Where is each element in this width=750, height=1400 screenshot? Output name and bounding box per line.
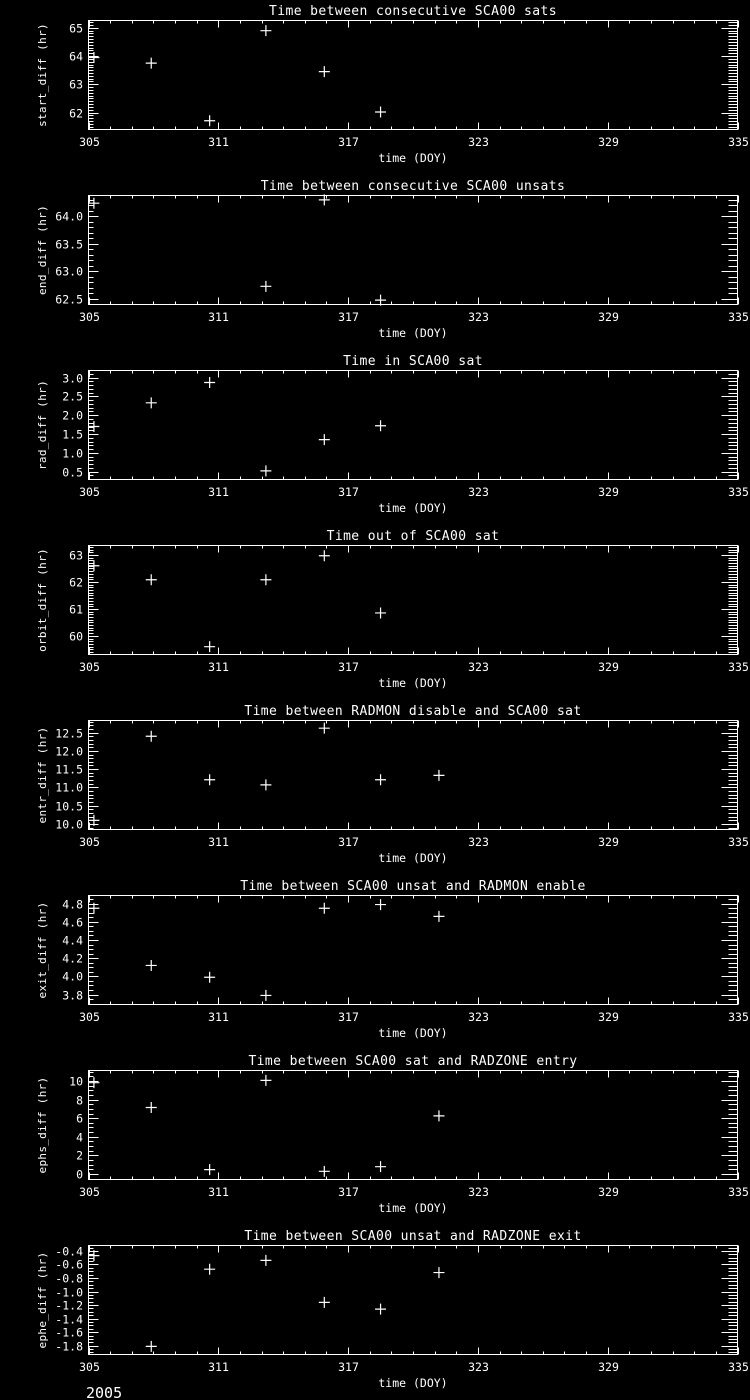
x-tick-label: 335 [728, 1185, 749, 1199]
data-point-marker [260, 990, 271, 1001]
data-point-marker [375, 607, 386, 618]
x-tick-label: 305 [79, 835, 100, 849]
data-point-marker [146, 397, 157, 408]
x-tick-label: 329 [598, 835, 619, 849]
x-tick-label: 323 [468, 310, 489, 324]
y-tick-label: 4.4 [62, 933, 83, 948]
y-tick-label: 63.0 [55, 264, 83, 279]
y-tick-label: -0.6 [55, 1257, 83, 1272]
x-tick-label: 305 [79, 1360, 100, 1374]
x-tick-label: 305 [79, 310, 100, 324]
y-tick-label: 12.5 [55, 726, 83, 741]
y-axis-label: orbit_diff (hr) [36, 548, 49, 652]
x-tick-label: 323 [468, 1360, 489, 1374]
x-tick-label: 305 [79, 660, 100, 674]
y-tick-label: 63.5 [55, 237, 83, 252]
y-tick-label: 10 [69, 1074, 83, 1089]
x-tick-label: 317 [338, 660, 359, 674]
data-point-marker [260, 25, 271, 36]
footer-year-label: 2005 [86, 1384, 123, 1400]
y-tick-label: -0.8 [55, 1271, 83, 1286]
plot-frame [89, 1071, 738, 1180]
x-axis-label: time (DOY) [378, 1026, 448, 1040]
plot-title: Time between consecutive SCA00 sats [269, 4, 557, 19]
y-tick-label: 4.2 [62, 951, 83, 966]
x-tick-label: 305 [79, 1010, 100, 1024]
x-tick-label: 317 [338, 835, 359, 849]
x-tick-label: 317 [338, 1360, 359, 1374]
x-tick-label: 311 [208, 310, 229, 324]
x-tick-label: 323 [468, 1010, 489, 1024]
x-axis-label: time (DOY) [378, 1201, 448, 1215]
plot-end-diff [36, 179, 749, 340]
plot-rad-diff [36, 354, 749, 515]
x-tick-label: 305 [79, 1185, 100, 1199]
data-point-marker [146, 574, 157, 585]
y-tick-label: 3.8 [62, 988, 83, 1003]
y-tick-label: 0.5 [62, 465, 83, 480]
data-point-marker [88, 198, 99, 209]
x-tick-label: 305 [79, 485, 100, 499]
y-tick-label: -0.4 [55, 1244, 83, 1259]
data-point-marker [146, 1102, 157, 1113]
x-tick-label: 335 [728, 835, 749, 849]
y-tick-label: 64.0 [55, 209, 83, 224]
y-tick-label: -1.2 [55, 1298, 83, 1313]
data-point-marker [433, 770, 444, 781]
x-tick-label: 335 [728, 310, 749, 324]
y-tick-label: 4.0 [62, 969, 83, 984]
x-axis-label: time (DOY) [378, 151, 448, 165]
plot-title: Time between SCA00 sat and RADZONE entry [248, 1054, 578, 1069]
y-tick-label: 2.0 [62, 408, 83, 423]
y-tick-label: -1.6 [55, 1325, 83, 1340]
x-tick-label: 311 [208, 1185, 229, 1199]
x-tick-label: 317 [338, 1185, 359, 1199]
plot-frame [89, 1246, 738, 1355]
x-tick-label: 323 [468, 485, 489, 499]
y-tick-label: 10.5 [55, 799, 83, 814]
x-tick-label: 311 [208, 1010, 229, 1024]
data-point-marker [88, 560, 99, 571]
y-tick-label: -1.4 [55, 1312, 83, 1327]
y-axis-label: entr_diff (hr) [36, 726, 49, 824]
data-point-marker [375, 106, 386, 117]
data-point-marker [204, 1264, 215, 1275]
plot-frame [89, 896, 738, 1005]
data-point-marker [375, 1304, 386, 1315]
data-point-marker [319, 194, 330, 205]
y-tick-label: 2 [76, 1148, 83, 1163]
x-tick-label: 335 [728, 1010, 749, 1024]
plot-frame [89, 21, 738, 130]
x-tick-label: 329 [598, 1010, 619, 1024]
x-tick-label: 335 [728, 485, 749, 499]
data-point-marker [319, 723, 330, 734]
y-tick-label: 4 [76, 1130, 83, 1145]
data-point-marker [204, 115, 215, 126]
x-tick-label: 329 [598, 485, 619, 499]
x-tick-label: 323 [468, 135, 489, 149]
x-tick-label: 335 [728, 135, 749, 149]
data-point-marker [146, 960, 157, 971]
x-tick-label: 323 [468, 1185, 489, 1199]
data-point-marker [319, 903, 330, 914]
data-point-marker [375, 899, 386, 910]
x-axis-label: time (DOY) [378, 676, 448, 690]
x-axis-label: time (DOY) [378, 501, 448, 515]
x-axis-label: time (DOY) [378, 851, 448, 865]
plot-ephs-diff [36, 1054, 749, 1215]
y-axis-label: ephe_diff (hr) [36, 1251, 49, 1349]
data-point-marker [204, 1164, 215, 1175]
x-tick-label: 329 [598, 135, 619, 149]
y-tick-label: 4.6 [62, 915, 83, 930]
x-axis-label: time (DOY) [378, 1376, 448, 1390]
data-point-marker [146, 1341, 157, 1352]
y-tick-label: 62 [69, 575, 83, 590]
data-point-marker [260, 1255, 271, 1266]
y-axis-label: exit_diff (hr) [36, 901, 49, 999]
y-tick-label: 62.5 [55, 292, 83, 307]
data-point-marker [375, 774, 386, 785]
y-tick-label: 60 [69, 629, 83, 644]
data-point-marker [146, 731, 157, 742]
y-tick-label: 2.5 [62, 389, 83, 404]
plot-frame [89, 721, 738, 830]
y-tick-label: 62 [69, 106, 83, 121]
plot-frame [89, 196, 738, 305]
y-tick-label: 4.8 [62, 897, 83, 912]
data-point-marker [319, 66, 330, 77]
x-tick-label: 311 [208, 135, 229, 149]
plot-title: Time out of SCA00 sat [326, 529, 500, 544]
data-point-marker [375, 295, 386, 306]
x-tick-label: 323 [468, 835, 489, 849]
y-axis-label: rad_diff (hr) [36, 380, 49, 470]
data-point-marker [260, 574, 271, 585]
data-point-marker [319, 1297, 330, 1308]
plot-title: Time between SCA00 unsat and RADZONE exit [244, 1229, 582, 1244]
y-tick-label: 12.0 [55, 744, 83, 759]
x-tick-label: 317 [338, 485, 359, 499]
y-tick-label: -1.0 [55, 1285, 83, 1300]
data-point-marker [319, 434, 330, 445]
plot-title: Time in SCA00 sat [343, 354, 483, 369]
y-axis-label: ephs_diff (hr) [36, 1076, 49, 1174]
y-tick-label: 8 [76, 1093, 83, 1108]
plot-orbit-diff [36, 529, 749, 690]
x-tick-label: 329 [598, 1360, 619, 1374]
data-point-marker [204, 641, 215, 652]
y-tick-label: 10.0 [55, 817, 83, 832]
data-point-marker [433, 1267, 444, 1278]
data-point-marker [260, 779, 271, 790]
data-point-marker [204, 774, 215, 785]
x-tick-label: 317 [338, 135, 359, 149]
y-tick-label: 0 [76, 1167, 83, 1182]
data-point-marker [319, 550, 330, 561]
plot-frame [89, 371, 738, 480]
plot-exit-diff [36, 879, 749, 1040]
x-tick-label: 329 [598, 310, 619, 324]
x-tick-label: 317 [338, 1010, 359, 1024]
x-tick-label: 335 [728, 1360, 749, 1374]
data-point-marker [260, 465, 271, 476]
x-axis-label: time (DOY) [378, 326, 448, 340]
plot-start-diff [36, 4, 749, 165]
plot-title: Time between SCA00 unsat and RADMON enable [240, 879, 586, 894]
y-tick-label: 63 [69, 77, 83, 92]
data-point-marker [375, 1161, 386, 1172]
x-tick-label: 305 [79, 135, 100, 149]
x-tick-label: 311 [208, 485, 229, 499]
x-tick-label: 311 [208, 1360, 229, 1374]
x-tick-label: 329 [598, 1185, 619, 1199]
data-point-marker [260, 1075, 271, 1086]
x-tick-label: 317 [338, 310, 359, 324]
y-tick-label: 64 [69, 49, 83, 64]
data-point-marker [433, 1110, 444, 1121]
x-tick-label: 323 [468, 660, 489, 674]
y-axis-label: start_diff (hr) [36, 23, 49, 127]
data-point-marker [204, 377, 215, 388]
y-tick-label: 1.0 [62, 446, 83, 461]
y-tick-label: 11.0 [55, 780, 83, 795]
data-point-marker [433, 911, 444, 922]
y-axis-label: end_diff (hr) [36, 205, 49, 295]
data-point-marker [260, 281, 271, 292]
plot-frame [89, 546, 738, 655]
x-tick-label: 335 [728, 660, 749, 674]
x-tick-label: 311 [208, 835, 229, 849]
y-tick-label: 6 [76, 1111, 83, 1126]
x-tick-label: 311 [208, 660, 229, 674]
y-tick-label: 65 [69, 21, 83, 36]
plot-entr-diff [36, 704, 749, 865]
y-tick-label: 61 [69, 602, 83, 617]
plot-title: Time between consecutive SCA00 unsats [260, 179, 566, 194]
plot-ephe-diff [36, 1229, 749, 1390]
x-tick-label: 329 [598, 660, 619, 674]
data-point-marker [319, 1166, 330, 1177]
data-point-marker [146, 58, 157, 69]
y-tick-label: 3.0 [62, 371, 83, 386]
y-tick-label: -1.8 [55, 1339, 83, 1354]
plot-title: Time between RADMON disable and SCA00 sat [244, 704, 582, 719]
y-tick-label: 63 [69, 548, 83, 563]
data-point-marker [375, 420, 386, 431]
y-tick-label: 1.5 [62, 427, 83, 442]
y-tick-label: 11.5 [55, 762, 83, 777]
data-point-marker [204, 972, 215, 983]
